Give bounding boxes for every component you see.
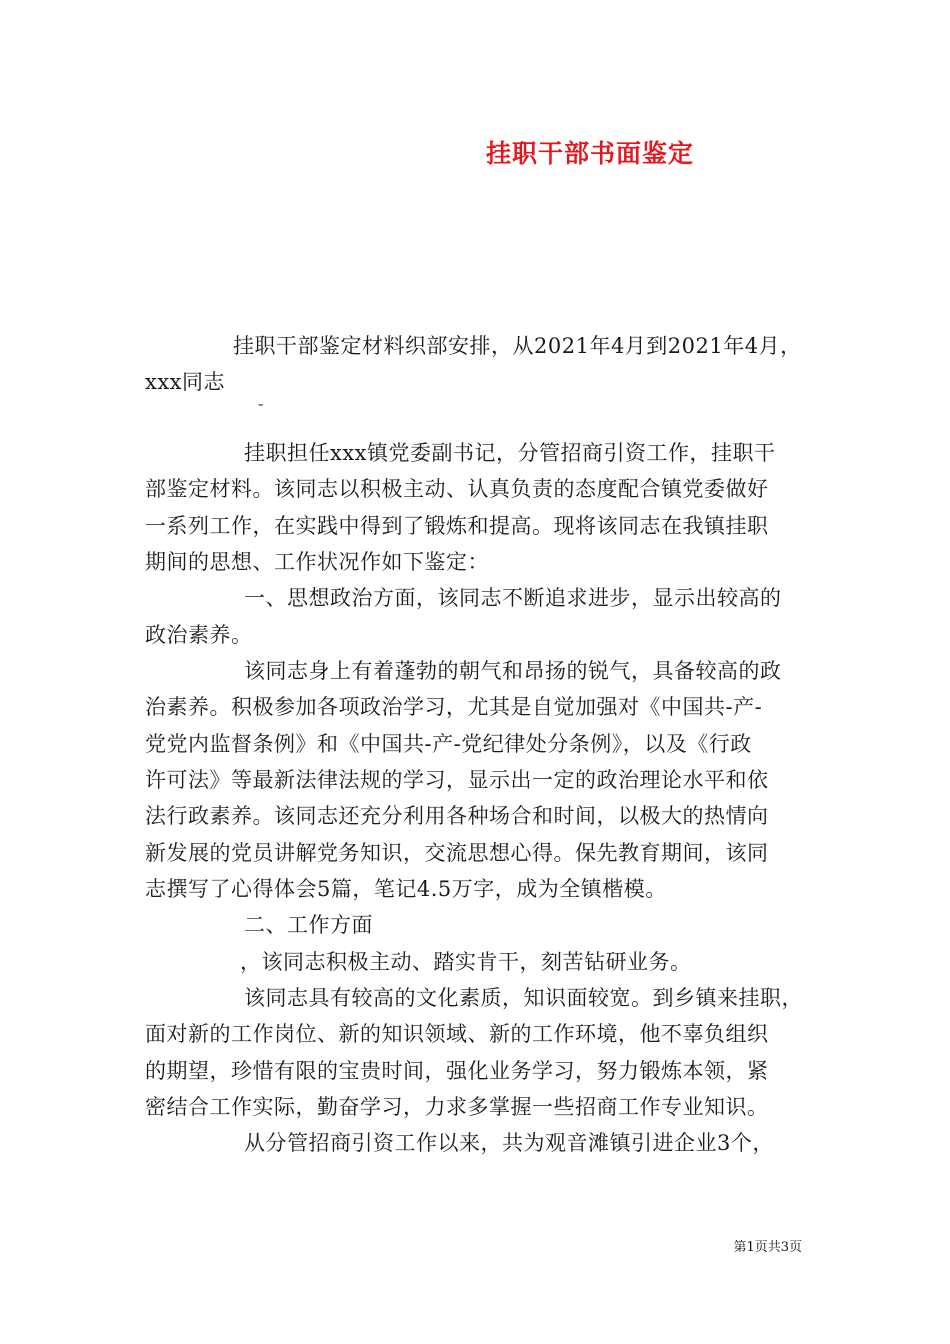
body-line: 政治素养。: [145, 623, 253, 647]
body-line: 许可法》等最新法律法规的学习，显示出一定的政治理论水平和依: [145, 768, 769, 792]
body-line: 该同志具有较高的文化素质，知识面较宽。到乡镇来挂职，: [244, 986, 803, 1010]
body-line: 面对新的工作岗位、新的知识领域、新的工作环境，他不辜负组织: [145, 1022, 769, 1046]
page-number-footer: 第1页共3页: [733, 1240, 802, 1255]
section-heading: 一、思想政治方面，该同志不断追求进步，显示出较高的: [244, 586, 782, 610]
body-line: 党党内监督条例》和《中国共-产-党纪律处分条例》，以及《行政: [145, 732, 752, 756]
separator-dash: -: [258, 394, 264, 413]
body-line: 期间的思想、工作状况作如下鉴定：: [145, 550, 489, 574]
body-line: 治素养。积极参加各项政治学习，尤其是自觉加强对《中国共-产-: [145, 695, 763, 719]
body-line: 法行政素养。该同志还充分利用各种场合和时间，以极大的热情向: [145, 804, 769, 828]
body-line: xxx同志: [145, 370, 226, 394]
body-line: 部鉴定材料。该同志以积极主动、认真负责的态度配合镇党委做好: [145, 477, 769, 501]
body-line: 新发展的党员讲解党务知识，交流思想心得。保先教育期间，该同: [145, 841, 769, 865]
section-heading: 二、工作方面: [244, 913, 373, 937]
body-line: 该同志身上有着蓬勃的朝气和昂扬的锐气，具备较高的政: [244, 659, 782, 683]
body-line: 挂职干部鉴定材料织部安排，从2021年4月到2021年4月，: [233, 334, 802, 358]
body-line: 挂职担任xxx镇党委副书记，分管招商引资工作，挂职干: [244, 441, 776, 465]
body-line: ，该同志积极主动、踏实肯干，刻苦钻研业务。: [240, 950, 692, 974]
document-title: 挂职干部书面鉴定: [485, 139, 694, 168]
body-line: 一系列工作，在实践中得到了锻炼和提高。现将该同志在我镇挂职: [145, 514, 769, 538]
body-line: 的期望，珍惜有限的宝贵时间，强化业务学习，努力锻炼本领，紧: [145, 1059, 769, 1083]
body-line: 密结合工作实际，勤奋学习，力求多掌握一些招商工作专业知识。: [145, 1095, 769, 1119]
body-line: 从分管招商引资工作以来，共为观音滩镇引进企业3个，: [244, 1131, 774, 1155]
body-line: 志撰写了心得体会5篇，笔记4.5万字，成为全镇楷模。: [145, 877, 667, 901]
